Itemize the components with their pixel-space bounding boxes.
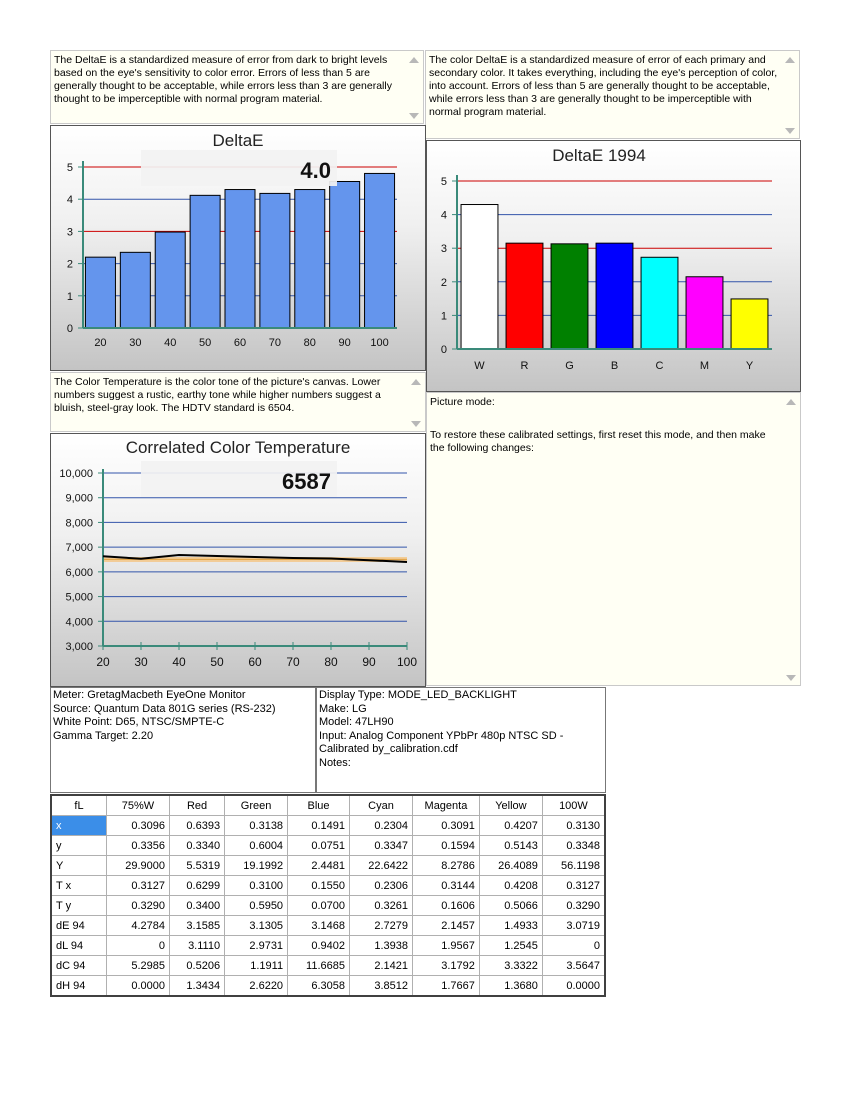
white-point: White Point: D65, NTSC/SMPTE-C xyxy=(53,716,225,729)
cct-description-text: The Color Temperature is the color tone of the picture's canvas. Lower numbers suggest a rustic, earthy tone while higher numbers suggest a bluish, steel-gray look. The HDTV standard is 6504. xyxy=(54,376,381,414)
bar xyxy=(365,173,395,328)
chart-title: DeltaE xyxy=(212,131,264,150)
table-cell[interactable]: 0.0000 xyxy=(542,976,605,997)
bar xyxy=(295,190,325,328)
deltae1994-description-text: The color DeltaE is a standardized measure of error of each primary and secondary color. It takes everything, including the eye's perception of color, into account. Errors of less than 5 are generally thought to be acceptable, while errors less than 3 are generally thought to be imperceptible with normal program material. xyxy=(429,54,778,118)
table-cell[interactable]: 5.2985 xyxy=(107,956,170,976)
table-cell[interactable]: 0.5066 xyxy=(479,896,542,916)
table-cell[interactable]: 0.3127 xyxy=(542,876,605,896)
table-cell[interactable]: 0.1550 xyxy=(288,876,350,896)
cct-chart xyxy=(50,433,426,687)
x-tick-label: 50 xyxy=(210,655,224,669)
meter-name: Meter: GretagMacbeth EyeOne Monitor xyxy=(53,689,246,701)
y-tick-label: 9,000 xyxy=(65,492,93,505)
table-cell[interactable]: 3.1585 xyxy=(169,916,224,936)
table-cell[interactable]: 5.5319 xyxy=(169,856,224,876)
row-label[interactable]: dC 94 xyxy=(51,956,107,976)
y-tick-label: 4,000 xyxy=(65,616,93,629)
cct-chart-svg xyxy=(51,434,425,686)
display-make: Make: LG xyxy=(319,702,367,715)
deltae-chart xyxy=(50,125,426,371)
cct-description[interactable] xyxy=(50,372,426,432)
column-header[interactable]: Green xyxy=(225,795,288,816)
measurement-table xyxy=(50,794,606,997)
scroll-down-arrow-icon[interactable] xyxy=(786,675,796,681)
table-cell[interactable]: 0.3091 xyxy=(412,816,479,836)
table-cell[interactable]: 0.3138 xyxy=(225,816,288,836)
y-tick-label: 3 xyxy=(440,243,447,256)
column-header[interactable]: Yellow xyxy=(479,795,542,816)
table-row xyxy=(51,836,605,856)
row-label[interactable]: y xyxy=(51,836,107,856)
column-header[interactable]: Blue xyxy=(288,795,350,816)
calibration-file: Calibrated by_calibration.cdf xyxy=(319,743,458,756)
y-tick-label: 6,000 xyxy=(65,566,93,579)
row-label[interactable]: Y xyxy=(51,856,107,876)
bar xyxy=(686,277,723,349)
y-tick-label: 8,000 xyxy=(65,517,93,530)
row-label[interactable]: dE 94 xyxy=(51,916,107,936)
row-label[interactable]: dL 94 xyxy=(51,936,107,956)
picture-mode-label: Picture mode: xyxy=(430,396,495,408)
table-cell[interactable]: 0.2306 xyxy=(350,876,413,896)
table-cell[interactable]: 3.5647 xyxy=(542,956,605,976)
table-cell[interactable]: 2.9731 xyxy=(225,936,288,956)
y-tick-label: 1 xyxy=(66,290,73,303)
table-cell[interactable]: 0.3127 xyxy=(107,876,170,896)
x-tick-label: 90 xyxy=(338,337,351,349)
chart-title: Correlated Color Temperature xyxy=(125,438,351,457)
x-tick-label: 70 xyxy=(286,655,300,669)
x-tick-label: 60 xyxy=(233,337,247,349)
column-header[interactable]: 100W xyxy=(542,795,605,816)
column-header[interactable]: Red xyxy=(169,795,224,816)
column-header[interactable]: 75%W xyxy=(107,795,170,816)
y-tick-label: 5,000 xyxy=(65,591,93,604)
table-cell[interactable]: 6.3058 xyxy=(288,976,350,997)
table-cell[interactable]: 3.1305 xyxy=(225,916,288,936)
x-tick-label: 50 xyxy=(198,337,212,349)
bar xyxy=(641,257,678,349)
table-cell[interactable]: 0.6393 xyxy=(169,816,224,836)
table-cell[interactable]: 2.6220 xyxy=(225,976,288,997)
bar xyxy=(120,252,150,328)
table-cell[interactable]: 3.0719 xyxy=(542,916,605,936)
x-tick-label: Y xyxy=(745,360,754,372)
table-cell[interactable]: 3.1792 xyxy=(412,956,479,976)
y-tick-label: 3,000 xyxy=(65,641,93,653)
deltae1994-chart xyxy=(426,140,801,392)
scroll-up-arrow-icon[interactable] xyxy=(411,379,421,385)
y-tick-label: 2 xyxy=(66,258,73,271)
row-label[interactable]: T y xyxy=(51,896,107,916)
table-cell[interactable]: 8.2786 xyxy=(412,856,479,876)
table-cell[interactable]: 0.3290 xyxy=(107,896,170,916)
bar xyxy=(155,232,185,328)
table-row xyxy=(51,956,605,976)
table-cell[interactable]: 1.3680 xyxy=(479,976,542,997)
y-tick-label: 3 xyxy=(66,226,73,239)
table-row xyxy=(51,936,605,956)
table-header-row xyxy=(51,795,605,816)
table-cell[interactable]: 0.6004 xyxy=(225,836,288,856)
column-header[interactable]: Cyan xyxy=(350,795,413,816)
bar xyxy=(190,195,220,328)
notes-label: Notes: xyxy=(319,756,351,769)
y-tick-label: 10,000 xyxy=(59,468,93,480)
table-cell[interactable]: 0 xyxy=(542,936,605,956)
table-cell[interactable]: 1.2545 xyxy=(479,936,542,956)
table-cell[interactable]: 1.4933 xyxy=(479,916,542,936)
y-tick-label: 5 xyxy=(66,162,73,174)
bar xyxy=(506,243,543,349)
bar xyxy=(260,193,290,328)
deltae1994-chart-svg xyxy=(427,141,800,391)
x-tick-label: 100 xyxy=(370,337,389,349)
table-cell[interactable]: 0.5143 xyxy=(479,836,542,856)
y-tick-label: 1 xyxy=(440,310,447,323)
x-tick-label: 90 xyxy=(362,655,376,669)
bar xyxy=(461,205,498,349)
table-cell[interactable]: 0 xyxy=(107,936,170,956)
x-tick-label: 100 xyxy=(396,655,418,669)
table-cell[interactable]: 2.4481 xyxy=(288,856,350,876)
deltae-chart-svg xyxy=(51,126,425,370)
table-cell[interactable]: 3.1468 xyxy=(288,916,350,936)
display-info-box xyxy=(316,687,606,793)
x-tick-label: 60 xyxy=(248,655,262,669)
table-cell[interactable]: 19.1992 xyxy=(225,856,288,876)
bar xyxy=(330,181,360,328)
x-tick-label: C xyxy=(655,360,664,372)
y-tick-label: 0 xyxy=(66,323,73,335)
bar xyxy=(85,257,115,328)
y-tick-label: 0 xyxy=(440,344,447,356)
meter-info-box xyxy=(50,687,316,793)
table-cell[interactable]: 4.2784 xyxy=(107,916,170,936)
table-row xyxy=(51,976,605,997)
summary-value: 4.0 xyxy=(300,158,331,183)
scroll-down-arrow-icon[interactable] xyxy=(409,113,419,119)
table-corner-label: fL xyxy=(51,795,107,816)
restore-instructions: To restore these calibrated settings, first reset this mode, and then make the following changes: xyxy=(430,429,766,454)
table-cell[interactable]: 0.0000 xyxy=(107,976,170,997)
y-tick-label: 2 xyxy=(440,276,447,289)
table-cell[interactable]: 1.1911 xyxy=(225,956,288,976)
deltae1994-description[interactable] xyxy=(425,50,800,139)
x-tick-label: 30 xyxy=(134,655,148,669)
bar xyxy=(551,244,588,349)
x-tick-label: M xyxy=(699,360,710,372)
table-cell[interactable]: 22.6422 xyxy=(350,856,413,876)
x-tick-label: 20 xyxy=(94,337,107,349)
table-cell[interactable]: 2.1421 xyxy=(350,956,413,976)
table-cell[interactable]: 0.3400 xyxy=(169,896,224,916)
picture-mode-panel[interactable] xyxy=(426,392,801,686)
x-tick-label: 20 xyxy=(96,655,110,669)
table-cell[interactable]: 0.5206 xyxy=(169,956,224,976)
table-cell[interactable]: 0.0700 xyxy=(288,896,350,916)
display-type: Display Type: MODE_LED_BACKLIGHT xyxy=(319,689,517,701)
table-cell[interactable]: 29.9000 xyxy=(107,856,170,876)
chart-title: DeltaE 1994 xyxy=(552,146,646,165)
table-row xyxy=(51,856,605,876)
y-tick-label: 7,000 xyxy=(65,542,93,555)
x-tick-label: 80 xyxy=(303,337,316,349)
table-cell[interactable]: 0.6299 xyxy=(169,876,224,896)
table-cell[interactable]: 0.3144 xyxy=(412,876,479,896)
table-row xyxy=(51,816,605,836)
x-tick-label: 40 xyxy=(172,655,186,669)
table-cell[interactable]: 3.8512 xyxy=(350,976,413,997)
table-cell[interactable]: 0.4208 xyxy=(479,876,542,896)
table-cell[interactable]: 1.7667 xyxy=(412,976,479,997)
table-cell[interactable]: 0.3261 xyxy=(350,896,413,916)
table-cell[interactable]: 0.3096 xyxy=(107,816,170,836)
display-input: Input: Analog Component YPbPr 480p NTSC SD - xyxy=(319,729,564,742)
x-tick-label: G xyxy=(565,360,574,372)
source-name: Source: Quantum Data 801G series (RS-232) xyxy=(53,702,276,715)
deltae-description[interactable] xyxy=(50,50,424,124)
table-row xyxy=(51,896,605,916)
x-tick-label: 80 xyxy=(324,655,338,669)
table-cell[interactable]: 0.0751 xyxy=(288,836,350,856)
table-cell[interactable]: 0.2304 xyxy=(350,816,413,836)
table-cell[interactable]: 0.1491 xyxy=(288,816,350,836)
table-cell[interactable]: 3.1110 xyxy=(169,936,224,956)
table-cell[interactable]: 2.1457 xyxy=(412,916,479,936)
scroll-down-arrow-icon[interactable] xyxy=(785,128,795,134)
table-cell[interactable]: 1.3938 xyxy=(350,936,413,956)
x-tick-label: 70 xyxy=(268,337,282,349)
y-tick-label: 5 xyxy=(440,176,447,188)
table-cell[interactable]: 0.4207 xyxy=(479,816,542,836)
table-cell[interactable]: 2.7279 xyxy=(350,916,413,936)
table-cell[interactable]: 56.1198 xyxy=(542,856,605,876)
table-cell[interactable]: 0.3130 xyxy=(542,816,605,836)
table-cell[interactable]: 0.3348 xyxy=(542,836,605,856)
gamma-target: Gamma Target: 2.20 xyxy=(53,729,154,742)
table-cell[interactable]: 0.3290 xyxy=(542,896,605,916)
summary-value: 6587 xyxy=(282,469,331,494)
table-row xyxy=(51,876,605,896)
y-tick-label: 4 xyxy=(440,209,447,222)
table-cell[interactable]: 0.1594 xyxy=(412,836,479,856)
x-tick-label: B xyxy=(610,360,619,372)
x-tick-label: 40 xyxy=(164,337,177,349)
bar xyxy=(225,190,255,328)
table-cell[interactable]: 11.6685 xyxy=(288,956,350,976)
scroll-up-arrow-icon[interactable] xyxy=(786,399,796,405)
table-cell[interactable]: 1.9567 xyxy=(412,936,479,956)
row-label[interactable]: x xyxy=(51,816,107,836)
row-label[interactable]: T x xyxy=(51,876,107,896)
bar xyxy=(731,299,768,349)
table-cell[interactable]: 0.3347 xyxy=(350,836,413,856)
table-cell[interactable]: 3.3322 xyxy=(479,956,542,976)
scroll-down-arrow-icon[interactable] xyxy=(411,421,421,427)
table-cell[interactable]: 0.1606 xyxy=(412,896,479,916)
table-cell[interactable]: 0.3356 xyxy=(107,836,170,856)
table-cell[interactable]: 26.4089 xyxy=(479,856,542,876)
table-cell[interactable]: 0.9402 xyxy=(288,936,350,956)
column-header[interactable]: Magenta xyxy=(412,795,479,816)
y-tick-label: 4 xyxy=(66,194,73,207)
scroll-up-arrow-icon[interactable] xyxy=(785,57,795,63)
display-model: Model: 47LH90 xyxy=(319,716,394,729)
table-cell[interactable]: 0.3100 xyxy=(225,876,288,896)
x-tick-label: W xyxy=(474,360,485,372)
table-cell[interactable]: 1.3434 xyxy=(169,976,224,997)
bar xyxy=(596,243,633,349)
scroll-up-arrow-icon[interactable] xyxy=(409,57,419,63)
x-tick-label: R xyxy=(520,360,529,372)
row-label[interactable]: dH 94 xyxy=(51,976,107,997)
x-tick-label: 30 xyxy=(129,337,142,349)
table-row xyxy=(51,916,605,936)
table-cell[interactable]: 0.3340 xyxy=(169,836,224,856)
deltae-description-text: The DeltaE is a standardized measure of error from dark to bright levels based on the eye's sensitivity to color error. Errors of less than 5 are generally thought to be acceptable, while errors less than 3 are generally thought to be imperceptible with normal program material. xyxy=(54,54,392,105)
table-cell[interactable]: 0.5950 xyxy=(225,896,288,916)
